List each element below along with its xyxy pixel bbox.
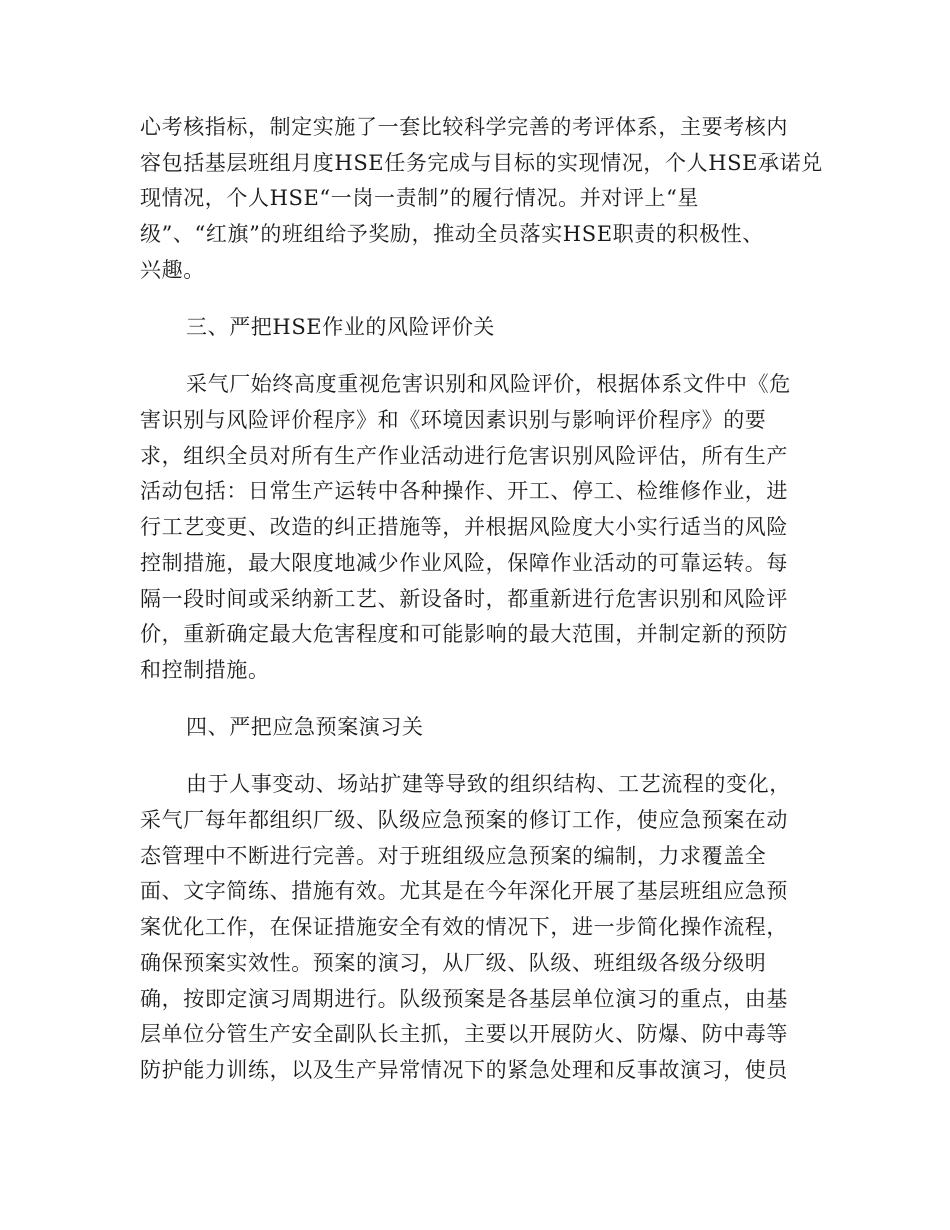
paragraph-line: 心考核指标，制定实施了一套比较科学完善的考评体系，主要考核内	[140, 115, 788, 139]
paragraph-line: 求，组织全员对所有生产作业活动进行危害识别风险评估，所有生产	[140, 444, 788, 468]
paragraph-line: 隔一段时间或采纳新工艺、新设备时，都重新进行危害识别和风险评	[140, 587, 788, 611]
paragraph-line: 控制措施，最大限度地减少作业风险，保障作业活动的可靠运转。每	[140, 551, 788, 575]
paragraph-line: 采气厂始终高度重视危害识别和风险评价，根据体系文件中《危	[186, 372, 791, 396]
paragraph-line: 面、文字简练、措施有效。尤其是在今年深化开展了基层班组应急预	[140, 879, 788, 903]
paragraph-line: 确保预案实效性。预案的演习，从厂级、队级、班组级各级分级明	[140, 951, 767, 975]
paragraph-line: 态管理中不断进行完善。对于班组级应急预案的编制，力求覆盖全	[140, 844, 767, 868]
paragraph-line: 层单位分管生产安全副队长主抓，主要以开展防火、防爆、防中毒等	[140, 1022, 788, 1046]
paragraph-line: 价，重新确定最大危害程度和可能影响的最大范围，并制定新的预防	[140, 622, 788, 646]
paragraph-line: 活动包括：日常生产运转中各种操作、开工、停工、检维修作业，进	[140, 479, 788, 503]
section-heading: 三、严把HSE作业的风险评价关	[186, 315, 496, 339]
paragraph-line: 由于人事变动、场站扩建等导致的组织结构、工艺流程的变化，	[186, 772, 791, 796]
paragraph-line: 案优化工作，在保证措施安全有效的情况下，进一步简化操作流程，	[140, 915, 788, 939]
paragraph-line: 兴趣。	[140, 258, 205, 282]
paragraph-line: 采气厂每年都组织厂级、队级应急预案的修订工作，使应急预案在动	[140, 808, 788, 832]
paragraph-line: 级”、“红旗”的班组给予奖励，推动全员落实HSE职责的积极性、	[140, 222, 764, 246]
paragraph-line: 容包括基层班组月度HSE任务完成与目标的实现情况，个人HSE承诺兑	[140, 151, 823, 175]
paragraph-line: 行工艺变更、改造的纠正措施等，并根据风险度大小实行适当的风险	[140, 515, 788, 539]
paragraph-line: 和控制措施。	[140, 658, 270, 682]
paragraph-line: 确，按即定演习周期进行。队级预案是各基层单位演习的重点，由基	[140, 987, 788, 1011]
paragraph-line: 现情况，个人HSE“一岗一责制”的履行情况。并对评上“星	[140, 186, 700, 210]
section-heading: 四、严把应急预案演习关	[186, 715, 424, 739]
paragraph-line: 害识别与风险评价程序》和《环境因素识别与影响评价程序》的要	[140, 408, 767, 432]
paragraph-line: 防护能力训练，以及生产异常情况下的紧急处理和反事故演习，使员	[140, 1058, 788, 1082]
